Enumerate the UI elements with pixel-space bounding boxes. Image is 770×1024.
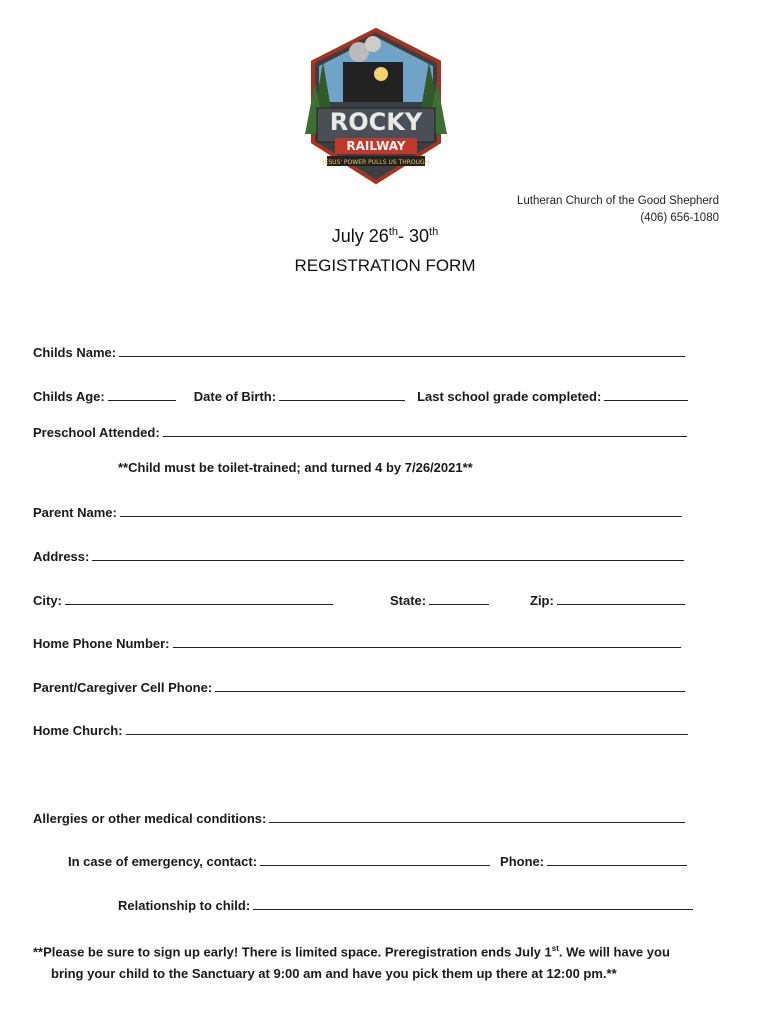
parent-name-field[interactable]: [120, 504, 682, 517]
date-start: July 26: [331, 226, 389, 246]
logo-word-rocky: ROCKY: [329, 108, 423, 136]
footer-line1b: . We will have you: [558, 944, 670, 960]
emergency-contact-field[interactable]: [260, 853, 490, 866]
relationship-field[interactable]: [253, 897, 693, 910]
emergency-phone-label: Phone:: [500, 854, 545, 869]
city-row: [33, 592, 333, 608]
event-dates: [0, 226, 770, 247]
city-field[interactable]: [65, 592, 333, 605]
relationship-label: Relationship to child:: [118, 898, 251, 913]
emergency-phone-field[interactable]: [547, 853, 687, 866]
grade-label: Last school grade completed:: [417, 389, 602, 404]
footer-line1a: **Please be sure to sign up early! There is limited space. Preregistration ends July 1: [33, 944, 552, 960]
grade-field[interactable]: [604, 388, 688, 401]
age-requirement-note: **Child must be toilet-trained; and turned 4 by 7/26/2021**: [118, 460, 473, 475]
church-name: Lutheran Church of the Good Shepherd: [516, 195, 719, 207]
cell-phone-field[interactable]: [215, 679, 685, 692]
preschool-label: Preschool Attended:: [33, 425, 160, 440]
city-label: City:: [33, 593, 62, 608]
allergies-row: [33, 810, 685, 826]
home-church-field[interactable]: [126, 722, 688, 735]
dob-field[interactable]: [279, 388, 405, 401]
child-name-field[interactable]: [119, 344, 685, 357]
allergies-field[interactable]: [269, 810, 685, 823]
address-label: Address:: [33, 549, 90, 564]
home-phone-row: [33, 635, 681, 651]
logo-word-railway: RAILWAY: [346, 139, 406, 153]
address-field[interactable]: [92, 548, 684, 561]
cell-phone-row: [33, 679, 685, 695]
preschool-row: [33, 424, 687, 440]
child-age-field[interactable]: [108, 388, 176, 401]
home-church-label: Home Church:: [33, 723, 123, 738]
parent-name-row: [33, 504, 682, 520]
parent-name-label: Parent Name:: [33, 505, 117, 520]
preschool-field[interactable]: [163, 424, 687, 437]
address-row: [33, 548, 684, 564]
home-phone-field[interactable]: [173, 635, 681, 648]
footer-sup: st: [551, 944, 559, 953]
logo-tagline: JESUS' POWER PULLS US THROUGH: [322, 159, 430, 166]
child-name-row: [33, 344, 685, 360]
emergency-contact-label: In case of emergency, contact:: [68, 854, 258, 869]
date-end-suffix: th: [429, 226, 439, 238]
zip-label: Zip:: [530, 593, 554, 608]
emergency-row: [68, 853, 687, 869]
church-phone: (406) 656-1080: [640, 212, 719, 224]
state-row: [390, 592, 489, 608]
zip-field[interactable]: [557, 592, 685, 605]
state-label: State:: [390, 593, 427, 608]
home-phone-label: Home Phone Number:: [33, 636, 170, 651]
allergies-label: Allergies or other medical conditions:: [33, 811, 267, 826]
date-start-suffix: th: [388, 226, 398, 238]
rocky-railway-logo: [303, 22, 449, 188]
church-info: [517, 193, 719, 227]
dob-label: Date of Birth:: [193, 389, 277, 404]
form-title: REGISTRATION FORM: [294, 256, 476, 275]
zip-row: [530, 592, 685, 608]
child-age-label: Childs Age:: [33, 389, 105, 404]
footer-line2: bring your child to the Sanctuary at 9:00 am and have you pick them up there at 12:00 pm.**: [51, 966, 617, 982]
footer-note: [33, 938, 670, 985]
date-end: - 30: [398, 226, 430, 246]
child-name-label: Childs Name:: [33, 345, 117, 360]
child-age-dob-grade-row: [33, 388, 688, 404]
cell-phone-label: Parent/Caregiver Cell Phone:: [33, 680, 213, 695]
state-field[interactable]: [429, 592, 489, 605]
relationship-row: [118, 897, 693, 913]
home-church-row: [33, 722, 688, 738]
